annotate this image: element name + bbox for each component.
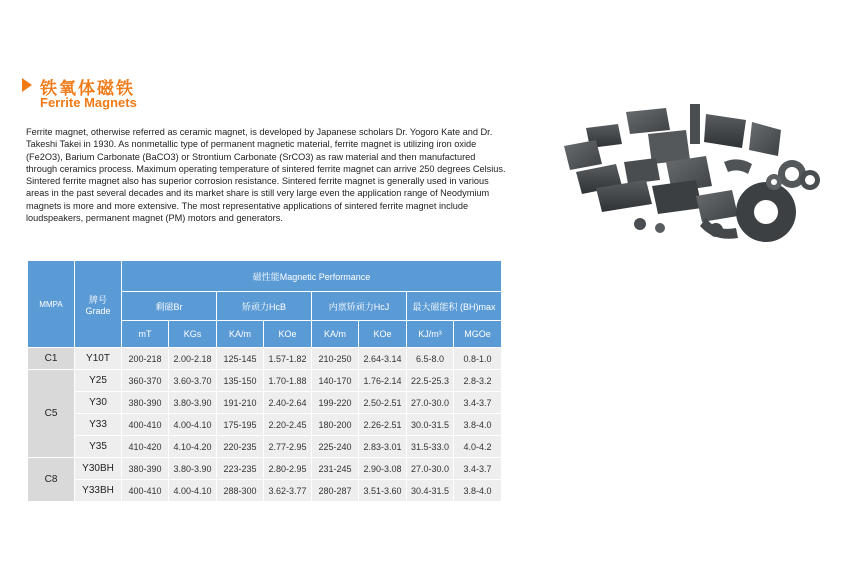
table-row (28, 414, 502, 436)
value-cell: 3.62-3.77 (264, 480, 312, 502)
value-cell: 3.4-3.7 (454, 458, 502, 480)
value-cell: 22.5-25.3 (407, 370, 454, 392)
magnetic-performance-table (27, 260, 502, 502)
value-cell: 380-390 (122, 392, 169, 414)
magnets-photo (556, 100, 826, 250)
grade-cell: Y33 (75, 414, 122, 436)
value-cell: 4.00-4.10 (169, 480, 217, 502)
value-cell: 31.5-33.0 (407, 436, 454, 458)
table-row (28, 480, 502, 502)
value-cell: 175-195 (217, 414, 264, 436)
value-cell: 3.60-3.70 (169, 370, 217, 392)
value-cell: 220-235 (217, 436, 264, 458)
unit-header: mT (122, 321, 169, 348)
value-cell: 4.00-4.10 (169, 414, 217, 436)
value-cell: 210-250 (312, 348, 359, 370)
value-cell: 225-240 (312, 436, 359, 458)
value-cell: 140-170 (312, 370, 359, 392)
value-cell: 1.70-1.88 (264, 370, 312, 392)
value-cell: 360-370 (122, 370, 169, 392)
header-grade-en: Grade (85, 305, 111, 316)
unit-header: KA/m (217, 321, 264, 348)
grade-cell: Y30BH (75, 458, 122, 480)
value-cell: 2.20-2.45 (264, 414, 312, 436)
value-cell: 2.26-2.51 (359, 414, 407, 436)
value-cell: 280-287 (312, 480, 359, 502)
unit-header: KOe (359, 321, 407, 348)
value-cell: 223-235 (217, 458, 264, 480)
title-chinese: 铁氧体磁铁 (40, 79, 135, 98)
value-cell: 1.57-1.82 (264, 348, 312, 370)
value-cell: 27.0-30.0 (407, 392, 454, 414)
value-cell: 2.8-3.2 (454, 370, 502, 392)
value-cell: 0.8-1.0 (454, 348, 502, 370)
mmpa-cell: C5 (28, 370, 75, 458)
value-cell: 231-245 (312, 458, 359, 480)
value-cell: 3.80-3.90 (169, 392, 217, 414)
value-cell: 2.64-3.14 (359, 348, 407, 370)
value-cell: 4.0-4.2 (454, 436, 502, 458)
grade-cell: Y30 (75, 392, 122, 414)
value-cell: 30.0-31.5 (407, 414, 454, 436)
title-english: Ferrite Magnets (40, 95, 137, 110)
value-cell: 2.00-2.18 (169, 348, 217, 370)
value-cell: 135-150 (217, 370, 264, 392)
header-bhmax: 最大磁能积 (BH)max (407, 292, 502, 321)
table-row (28, 436, 502, 458)
value-cell: 3.80-3.90 (169, 458, 217, 480)
value-cell: 2.40-2.64 (264, 392, 312, 414)
value-cell: 191-210 (217, 392, 264, 414)
value-cell: 3.4-3.7 (454, 392, 502, 414)
value-cell: 180-200 (312, 414, 359, 436)
header-grade-cn: 牌号 (88, 294, 107, 305)
value-cell: 3.8-4.0 (454, 414, 502, 436)
description-text: Ferrite magnet, otherwise referred as ceramic magnet, is developed by Japanese scholars Dr. Yogoro Kate and Dr. Takeshi Takei in 1930. As nonmetallic type of permanent magnetic material, ferrite magnet is utilizing iron oxide (Fe2O3), Barium Carbonate (BaCO3) or Strontium Carbonate (SrCO3) as raw material and then manufactured through ceramics process. Maximum operating temperature of sintered ferrite magnet can arrive 250 degrees Celsius. Sintered ferrite magnet also has superior corrosion resistance. Sintered ferrite magnet is generally used in various areas in the past several decades and its market share is still very large even the application range of Neodymium magnets is more and more extensive. The most representative applications of sintered ferrite magnet include loudspeakers, permanent magnet (PM) motors and generators. (26, 127, 506, 224)
header-grade (75, 261, 122, 348)
unit-header: KOe (264, 321, 312, 348)
grade-cell: Y10T (75, 348, 122, 370)
value-cell: 125-145 (217, 348, 264, 370)
grade-cell: Y35 (75, 436, 122, 458)
value-cell: 200-218 (122, 348, 169, 370)
header-hcb: 矫顽力HcB (217, 292, 312, 321)
value-cell: 1.76-2.14 (359, 370, 407, 392)
grade-cell: Y33BH (75, 480, 122, 502)
value-cell: 2.77-2.95 (264, 436, 312, 458)
value-cell: 288-300 (217, 480, 264, 502)
value-cell: 2.80-2.95 (264, 458, 312, 480)
unit-header: KJ/m³ (407, 321, 454, 348)
header-br: 剩磁Br (122, 292, 217, 321)
value-cell: 6.5-8.0 (407, 348, 454, 370)
table-row (28, 348, 502, 370)
table-row (28, 392, 502, 414)
value-cell: 380-390 (122, 458, 169, 480)
value-cell: 4.10-4.20 (169, 436, 217, 458)
value-cell: 3.51-3.60 (359, 480, 407, 502)
value-cell: 2.50-2.51 (359, 392, 407, 414)
value-cell: 30.4-31.5 (407, 480, 454, 502)
mmpa-cell: C1 (28, 348, 75, 370)
header-magnetic-performance: 磁性能Magnetic Performance (122, 261, 502, 292)
unit-header: MGOe (454, 321, 502, 348)
value-cell: 400-410 (122, 480, 169, 502)
unit-header: KA/m (312, 321, 359, 348)
value-cell: 410-420 (122, 436, 169, 458)
mmpa-cell: C8 (28, 458, 75, 502)
value-cell: 2.83-3.01 (359, 436, 407, 458)
header-hcj: 内禀矫顽力HcJ (312, 292, 407, 321)
table-row (28, 458, 502, 480)
value-cell: 3.8-4.0 (454, 480, 502, 502)
header-mmpa: MMPA (28, 261, 75, 348)
table-row (28, 370, 502, 392)
value-cell: 199-220 (312, 392, 359, 414)
value-cell: 2.90-3.08 (359, 458, 407, 480)
value-cell: 27.0-30.0 (407, 458, 454, 480)
grade-cell: Y25 (75, 370, 122, 392)
unit-header: KGs (169, 321, 217, 348)
value-cell: 400-410 (122, 414, 169, 436)
chevron-right-icon (22, 78, 32, 92)
